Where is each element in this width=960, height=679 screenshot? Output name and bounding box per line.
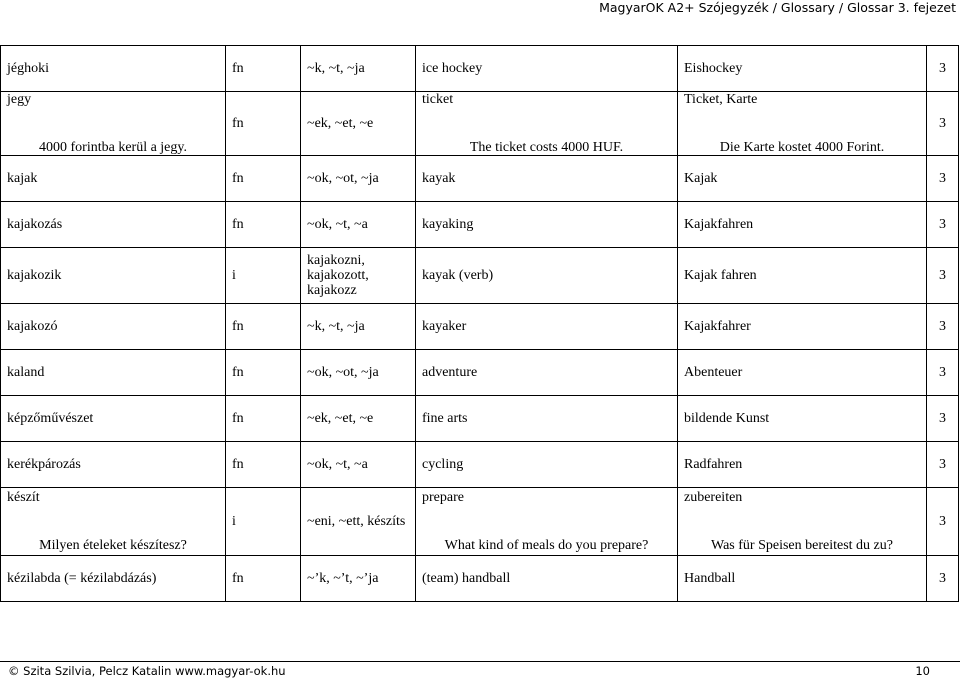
forms-cell: kajakozni, kajakozott, kajakozz (301, 248, 416, 304)
english-cell (416, 92, 678, 156)
german-cell: Kajakfahrer (678, 304, 927, 350)
hungarian-cell: kerékpározás (1, 442, 226, 488)
part-of-speech-cell: fn (226, 556, 301, 602)
hungarian-cell-word: jegy (7, 92, 32, 107)
footer-credit: © Szita Szilvia, Pelcz Katalin www.magyar-ok.hu (8, 664, 286, 678)
chapter-cell: 3 (927, 350, 959, 396)
english-cell: ice hockey (416, 46, 678, 92)
hungarian-cell-word: készít (7, 490, 40, 505)
part-of-speech-cell: fn (226, 396, 301, 442)
english-cell-word: ticket (422, 92, 454, 107)
chapter-cell: 3 (927, 488, 959, 556)
table-row (1, 556, 959, 602)
german-cell: Eishockey (678, 46, 927, 92)
hungarian-cell: jéghoki (1, 46, 226, 92)
page-footer (0, 661, 960, 678)
english-cell: (team) handball (416, 556, 678, 602)
page-number: 10 (915, 664, 930, 678)
english-cell: kayak (verb) (416, 248, 678, 304)
chapter-cell: 3 (927, 442, 959, 488)
table-row (1, 350, 959, 396)
hungarian-cell-example: Milyen ételeket készítesz? (39, 538, 187, 553)
german-cell: Kajak (678, 156, 927, 202)
german-cell-word: zubereiten (684, 490, 743, 505)
forms-cell: ~ok, ~t, ~a (301, 202, 416, 248)
english-cell: cycling (416, 442, 678, 488)
german-cell: Kajak fahren (678, 248, 927, 304)
forms-cell: ~ek, ~et, ~e (301, 92, 416, 156)
german-cell-example: Was für Speisen bereitest du zu? (711, 538, 893, 553)
table-row (1, 156, 959, 202)
chapter-cell: 3 (927, 156, 959, 202)
part-of-speech-cell: fn (226, 156, 301, 202)
part-of-speech-cell: fn (226, 350, 301, 396)
english-cell-example: What kind of meals do you prepare? (444, 538, 649, 553)
forms-cell: ~ek, ~et, ~e (301, 396, 416, 442)
hungarian-cell: kajakozás (1, 202, 226, 248)
english-cell: kayaker (416, 304, 678, 350)
part-of-speech-cell: i (226, 248, 301, 304)
part-of-speech-cell: fn (226, 442, 301, 488)
table-row (1, 442, 959, 488)
chapter-cell: 3 (927, 304, 959, 350)
hungarian-cell (1, 92, 226, 156)
table-row (1, 304, 959, 350)
english-cell-word: prepare (422, 490, 464, 505)
english-cell: fine arts (416, 396, 678, 442)
part-of-speech-cell: fn (226, 202, 301, 248)
german-cell: Handball (678, 556, 927, 602)
hungarian-cell: kaland (1, 350, 226, 396)
german-cell-example: Die Karte kostet 4000 Forint. (719, 140, 885, 155)
forms-cell: ~k, ~t, ~ja (301, 46, 416, 92)
english-cell: kayak (416, 156, 678, 202)
table-row (1, 488, 959, 556)
chapter-cell: 3 (927, 92, 959, 156)
part-of-speech-cell: fn (226, 92, 301, 156)
forms-cell: ~ok, ~ot, ~ja (301, 156, 416, 202)
forms-cell: ~ok, ~ot, ~ja (301, 350, 416, 396)
hungarian-cell: kajak (1, 156, 226, 202)
forms-cell: ~k, ~t, ~ja (301, 304, 416, 350)
chapter-cell: 3 (927, 202, 959, 248)
part-of-speech-cell: fn (226, 46, 301, 92)
chapter-cell: 3 (927, 396, 959, 442)
german-cell: Radfahren (678, 442, 927, 488)
table-row (1, 46, 959, 92)
part-of-speech-cell: fn (226, 304, 301, 350)
english-cell: adventure (416, 350, 678, 396)
english-cell-example: The ticket costs 4000 HUF. (469, 140, 624, 155)
forms-cell: ~’k, ~’t, ~’ja (301, 556, 416, 602)
german-cell: bildende Kunst (678, 396, 927, 442)
table-row (1, 248, 959, 304)
german-cell (678, 92, 927, 156)
german-cell-word: Ticket, Karte (684, 92, 758, 107)
german-cell: Abenteuer (678, 350, 927, 396)
hungarian-cell-example: 4000 forintba kerül a jegy. (39, 140, 187, 155)
german-cell (678, 488, 927, 556)
table-row (1, 202, 959, 248)
part-of-speech-cell: i (226, 488, 301, 556)
hungarian-cell: kézilabda (= kézilabdázás) (1, 556, 226, 602)
german-cell: Kajakfahren (678, 202, 927, 248)
glossary-table (0, 45, 959, 602)
table-row (1, 396, 959, 442)
forms-cell: ~ok, ~t, ~a (301, 442, 416, 488)
english-cell (416, 488, 678, 556)
table-row (1, 92, 959, 156)
chapter-cell: 3 (927, 248, 959, 304)
hungarian-cell (1, 488, 226, 556)
hungarian-cell: képzőművészet (1, 396, 226, 442)
forms-cell: ~eni, ~ett, készíts (301, 488, 416, 556)
hungarian-cell: kajakozik (1, 248, 226, 304)
hungarian-cell: kajakozó (1, 304, 226, 350)
chapter-cell: 3 (927, 556, 959, 602)
page-header: MagyarOK A2+ Szójegyzék / Glossary / Glossar 3. fejezet (599, 0, 956, 15)
english-cell: kayaking (416, 202, 678, 248)
chapter-cell: 3 (927, 46, 959, 92)
